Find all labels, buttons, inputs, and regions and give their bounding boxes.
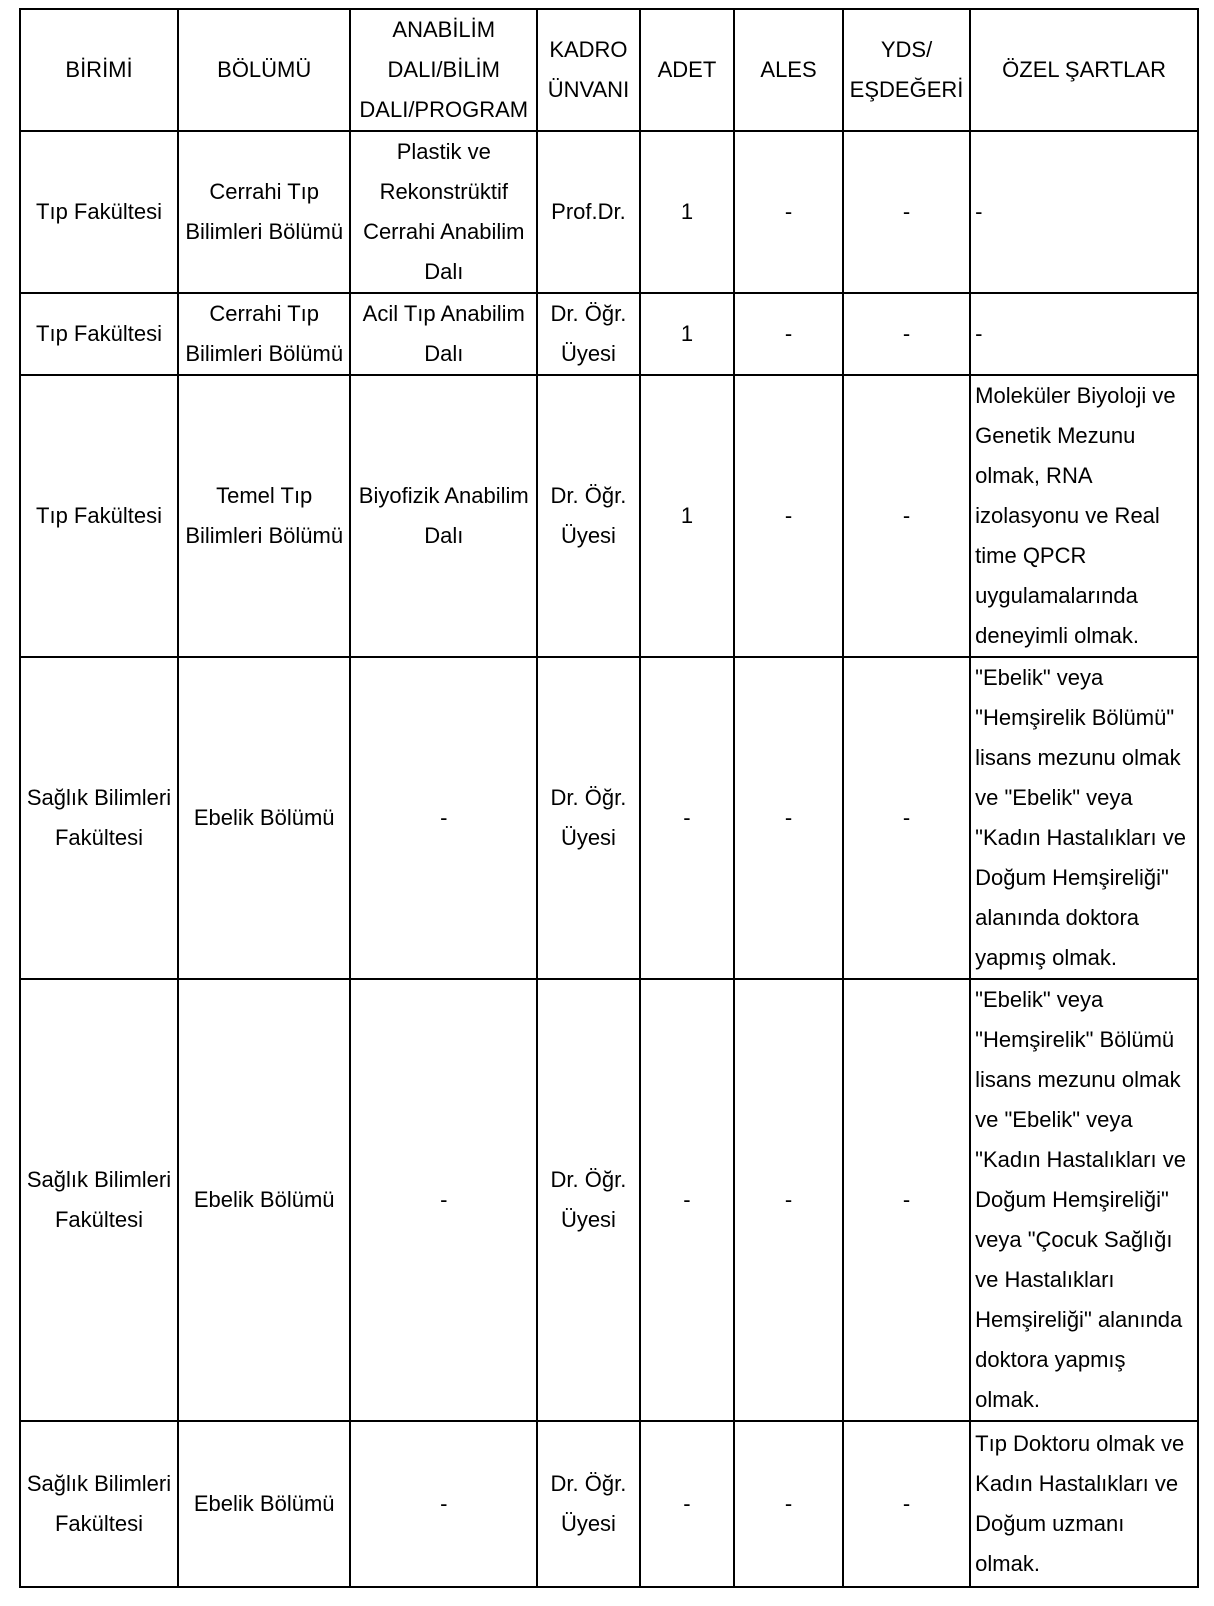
table-row xyxy=(20,1421,1198,1587)
cell-anabilim-dali: Plastik ve Rekonstrüktif Cerrahi Anabilim Dalı xyxy=(350,131,537,293)
cell-bolumu: Cerrahi Tıp Bilimleri Bölümü xyxy=(178,131,350,293)
cropped-text-fragment xyxy=(0,0,1214,8)
header-birimi: BİRİMİ xyxy=(20,9,178,131)
cell-ozel-sartlar: - xyxy=(970,293,1198,375)
table-row xyxy=(20,131,1198,293)
cell-adet: 1 xyxy=(640,131,734,293)
header-ozel-sartlar: ÖZEL ŞARTLAR xyxy=(970,9,1198,131)
cell-ales: - xyxy=(734,131,843,293)
cell-ozel-sartlar: "Ebelik" veya "Hemşirelik" Bölümü lisans mezunu olmak ve "Ebelik" veya "Kadın Hastalıkları ve Doğum Hemşireliği" veya "Çocuk Sağlığı ve Hastalıkları Hemşireliği" alanında doktora yapmış olmak. xyxy=(970,979,1198,1421)
cell-ales: - xyxy=(734,293,843,375)
cell-yds: - xyxy=(843,979,970,1421)
cell-anabilim-dali: - xyxy=(350,1421,537,1587)
cell-birimi: Sağlık Bilimleri Fakültesi xyxy=(20,979,178,1421)
cell-ozel-sartlar: Moleküler Biyoloji ve Genetik Mezunu olmak, RNA izolasyonu ve Real time QPCR uygulamalarında deneyimli olmak. xyxy=(970,375,1198,657)
cell-bolumu: Ebelik Bölümü xyxy=(178,1421,350,1587)
cell-bolumu: Ebelik Bölümü xyxy=(178,657,350,979)
table-row xyxy=(20,375,1198,657)
cell-yds: - xyxy=(843,375,970,657)
cell-birimi: Tıp Fakültesi xyxy=(20,293,178,375)
cell-birimi: Sağlık Bilimleri Fakültesi xyxy=(20,1421,178,1587)
cell-yds: - xyxy=(843,1421,970,1587)
cell-birimi: Sağlık Bilimleri Fakültesi xyxy=(20,657,178,979)
header-anabilim-dali: ANABİLİM DALI/BİLİM DALI/PROGRAM xyxy=(350,9,537,131)
cell-ozel-sartlar: - xyxy=(970,131,1198,293)
cell-ales: - xyxy=(734,1421,843,1587)
cell-adet: 1 xyxy=(640,375,734,657)
header-ales: ALES xyxy=(734,9,843,131)
cell-adet: - xyxy=(640,1421,734,1587)
cell-kadro-unvani: Dr. Öğr. Üyesi xyxy=(537,1421,640,1587)
cell-anabilim-dali: - xyxy=(350,979,537,1421)
header-adet: ADET xyxy=(640,9,734,131)
table-row xyxy=(20,657,1198,979)
cell-bolumu: Ebelik Bölümü xyxy=(178,979,350,1421)
cell-yds: - xyxy=(843,657,970,979)
cell-ales: - xyxy=(734,657,843,979)
cell-birimi: Tıp Fakültesi xyxy=(20,131,178,293)
cell-kadro-unvani: Dr. Öğr. Üyesi xyxy=(537,979,640,1421)
cell-ales: - xyxy=(734,979,843,1421)
header-kadro-unvani: KADRO ÜNVANI xyxy=(537,9,640,131)
cell-birimi: Tıp Fakültesi xyxy=(20,375,178,657)
cell-kadro-unvani: Dr. Öğr. Üyesi xyxy=(537,375,640,657)
cell-kadro-unvani: Dr. Öğr. Üyesi xyxy=(537,657,640,979)
cell-bolumu: Temel Tıp Bilimleri Bölümü xyxy=(178,375,350,657)
positions-table xyxy=(19,8,1199,1588)
cell-adet: - xyxy=(640,979,734,1421)
header-bolumu: BÖLÜMÜ xyxy=(178,9,350,131)
cell-anabilim-dali: Biyofizik Anabilim Dalı xyxy=(350,375,537,657)
cell-yds: - xyxy=(843,131,970,293)
header-yds: YDS/ EŞDEĞERİ xyxy=(843,9,970,131)
cell-anabilim-dali: - xyxy=(350,657,537,979)
cell-adet: 1 xyxy=(640,293,734,375)
cell-kadro-unvani: Dr. Öğr. Üyesi xyxy=(537,293,640,375)
cell-ozel-sartlar: "Ebelik" veya "Hemşirelik Bölümü" lisans mezunu olmak ve "Ebelik" veya "Kadın Hastalıkları ve Doğum Hemşireliği" alanında doktora yapmış olmak. xyxy=(970,657,1198,979)
cell-kadro-unvani: Prof.Dr. xyxy=(537,131,640,293)
cell-adet: - xyxy=(640,657,734,979)
cell-anabilim-dali: Acil Tıp Anabilim Dalı xyxy=(350,293,537,375)
table-header-row xyxy=(20,9,1198,131)
table-row xyxy=(20,293,1198,375)
cell-ozel-sartlar: Tıp Doktoru olmak ve Kadın Hastalıkları ve Doğum uzmanı olmak. xyxy=(970,1421,1198,1587)
cell-yds: - xyxy=(843,293,970,375)
cell-ales: - xyxy=(734,375,843,657)
table-row xyxy=(20,979,1198,1421)
cell-bolumu: Cerrahi Tıp Bilimleri Bölümü xyxy=(178,293,350,375)
